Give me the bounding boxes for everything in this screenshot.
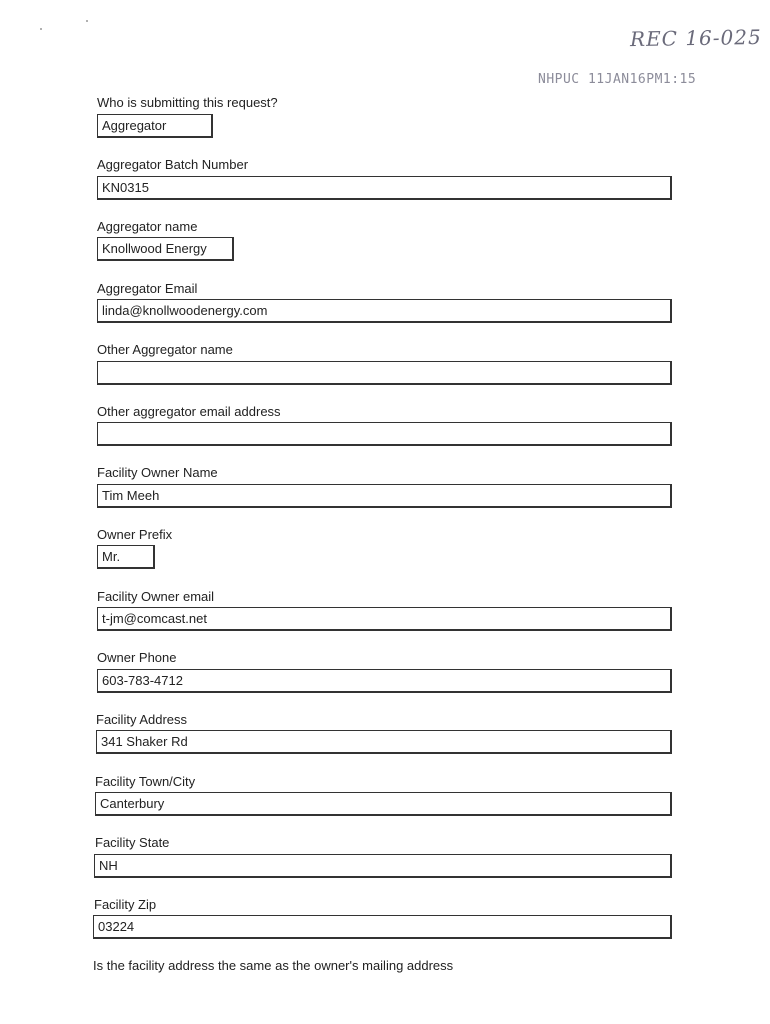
field-aggregator-email[interactable]: linda@knollwoodenergy.com xyxy=(97,299,672,323)
scan-speck xyxy=(86,20,88,22)
label-facility-owner-email: Facility Owner email xyxy=(97,589,215,604)
field-owner-phone[interactable]: 603-783-4712 xyxy=(97,669,672,693)
received-date-stamp: NHPUC 11JAN16PM1:15 xyxy=(538,72,697,87)
field-other-aggregator-email[interactable] xyxy=(97,422,672,446)
label-other-aggregator-name: Other Aggregator name xyxy=(97,342,233,357)
field-owner-prefix[interactable]: Mr. xyxy=(97,545,155,569)
label-owner-prefix: Owner Prefix xyxy=(97,527,173,542)
label-submitter: Who is submitting this request? xyxy=(97,95,278,110)
label-facility-owner-name: Facility Owner Name xyxy=(97,465,218,480)
field-aggregator-name[interactable]: Knollwood Energy xyxy=(97,237,234,261)
label-other-aggregator-email: Other aggregator email address xyxy=(97,404,281,419)
field-facility-owner-email[interactable]: t-jm@comcast.net xyxy=(97,607,672,631)
label-facility-state: Facility State xyxy=(95,835,170,850)
field-facility-town-city[interactable]: Canterbury xyxy=(95,792,672,816)
label-facility-zip: Facility Zip xyxy=(94,897,157,912)
field-facility-owner-name[interactable]: Tim Meeh xyxy=(97,484,672,508)
label-aggregator-email: Aggregator Email xyxy=(97,281,198,296)
field-submitter[interactable]: Aggregator xyxy=(97,114,213,138)
label-facility-address: Facility Address xyxy=(96,712,188,727)
field-facility-zip[interactable]: 03224 xyxy=(93,915,672,939)
mailing-address-question: Is the facility address the same as the owner's mailing address xyxy=(93,958,454,973)
scan-speck xyxy=(40,28,42,30)
label-aggregator-batch-number: Aggregator Batch Number xyxy=(97,157,249,172)
label-owner-phone: Owner Phone xyxy=(97,650,177,665)
field-other-aggregator-name[interactable] xyxy=(97,361,672,385)
label-aggregator-name: Aggregator name xyxy=(97,219,198,234)
field-aggregator-batch-number[interactable]: KN0315 xyxy=(97,176,672,200)
handwritten-reference-number: REC 16-025 xyxy=(629,24,762,52)
field-facility-state[interactable]: NH xyxy=(94,854,672,878)
field-facility-address[interactable]: 341 Shaker Rd xyxy=(96,730,672,754)
label-facility-town-city: Facility Town/City xyxy=(95,774,196,789)
